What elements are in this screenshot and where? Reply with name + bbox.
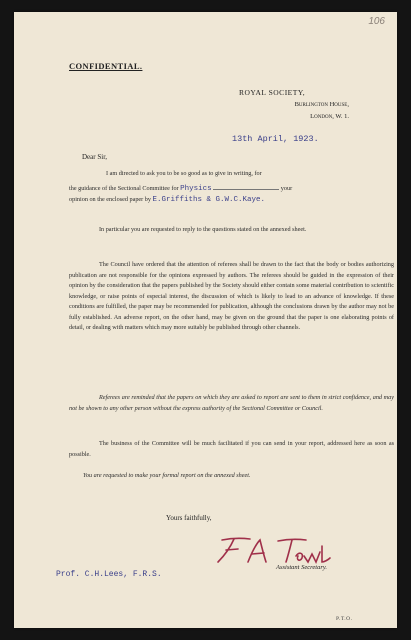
salutation: Dear Sir, (82, 153, 107, 161)
paragraph-4: Referees are reminded that the papers on which they are asked to report are sent to them in strict confidence, and may not be shown to any other person without the express authority of the Sectional Committee or Council. (69, 394, 394, 412)
committee-field: Physics (180, 185, 212, 193)
signature-image (212, 532, 332, 566)
paper-intro: opinion on the enclosed paper by (69, 196, 151, 203)
recipient-name: Prof. C.H.Lees, F.R.S. (56, 570, 162, 579)
paragraph-2: In particular you are requested to reply to the questions stated on the annexed sheet. (99, 226, 307, 233)
please-turn-over: P.T.O. (336, 616, 353, 622)
paragraph-1-line-2 (69, 182, 394, 195)
confidential-heading: CONFIDENTIAL. (69, 61, 143, 71)
closing: Yours faithfully, (166, 514, 212, 522)
letterhead-address (229, 87, 349, 123)
society-name: ROYAL SOCIETY, (239, 88, 306, 97)
committee-post: your (280, 185, 293, 192)
paragraph-6: You are requested to make your formal report on the annexed sheet. (83, 472, 251, 479)
signature-title: Assistant Secretary. (276, 564, 328, 571)
city-name: London, W. 1. (310, 113, 349, 120)
house-name: Burlington House, (294, 101, 349, 108)
paragraph-1-line-3 (69, 195, 394, 206)
archive-number: 106 (368, 16, 385, 27)
paragraph-1-line-1: I am directed to ask you to be so good as to give in writing, for (106, 170, 262, 177)
committee-intro: the guidance of the Sectional Committee for (69, 185, 179, 192)
letter-date: 13th April, 1923. (232, 134, 319, 144)
paragraph-3: The Council have ordered that the attention of referees shall be drawn to the fact that the body or bodies authorizing publication are not responsible for the opinions expressed by authors. The referees should be guided in the expression of their opinion by the consideration that the papers published by the Society should either contain some material contribution to scientific knowledge, or raise points of especial interest, the discussion of which is likely to lead to an advance of knowledge. If these conditions are fulfilled, the paper may be recommended for publication, although the conclusions drawn by the author may not be fully established. An adverse report, on the other hand, may be given on the ground that the paper is one elaborating points of detail, or dealing with matters which may more suitably be published through other channels. (69, 261, 394, 331)
paper-authors: E.Griffiths & G.W.C.Kaye. (152, 196, 266, 204)
paragraph-5: The business of the Committee will be much facilitated if you can send in your report, addressed here as soon as possible. (69, 440, 394, 458)
committee-blank-line (213, 182, 279, 190)
letter-sheet (14, 12, 397, 628)
